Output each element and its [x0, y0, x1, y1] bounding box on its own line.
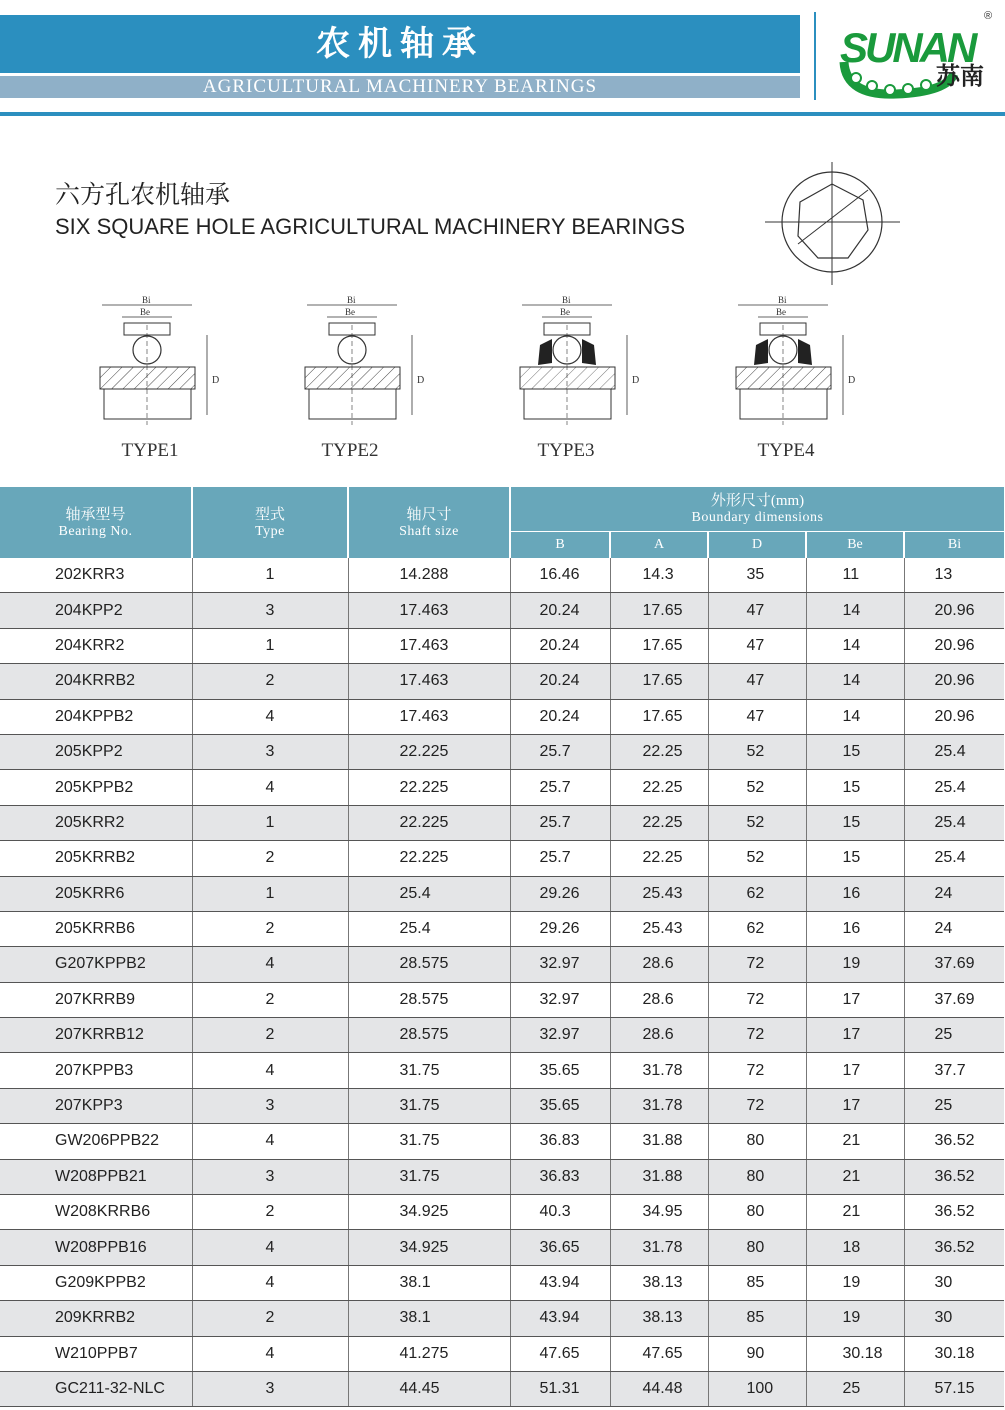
- cell-be: 17: [806, 982, 904, 1017]
- cell-type: 3: [192, 1371, 348, 1406]
- cell-bi: 20.96: [904, 664, 1004, 699]
- cell-bi: 24: [904, 876, 1004, 911]
- cell-be: 21: [806, 1124, 904, 1159]
- cell-d: 47: [708, 593, 806, 628]
- cell-be: 17: [806, 1053, 904, 1088]
- cell-bearing-no: GC211-32-NLC: [0, 1371, 192, 1406]
- cell-a: 31.78: [610, 1230, 708, 1265]
- cell-shaft-size: 25.4: [348, 876, 510, 911]
- cell-d: 47: [708, 664, 806, 699]
- cell-bearing-no: 209KRRB2: [0, 1301, 192, 1336]
- table-row: [0, 1230, 1004, 1265]
- type4-label: TYPE4: [757, 440, 815, 461]
- cell-d: 80: [708, 1159, 806, 1194]
- cell-be: 14: [806, 699, 904, 734]
- cell-shaft-size: 22.225: [348, 734, 510, 769]
- cell-d: 80: [708, 1124, 806, 1159]
- cell-shaft-size: 14.288: [348, 558, 510, 593]
- cell-a: 34.95: [610, 1195, 708, 1230]
- cell-b: 25.7: [510, 841, 610, 876]
- cell-type: 3: [192, 593, 348, 628]
- cell-type: 1: [192, 628, 348, 663]
- cell-shaft-size: 38.1: [348, 1265, 510, 1300]
- header-bi: Bi: [904, 532, 1004, 559]
- cell-be: 30.18: [806, 1336, 904, 1371]
- cell-bi: 25.4: [904, 770, 1004, 805]
- cell-b: 20.24: [510, 664, 610, 699]
- cell-bearing-no: 205KRRB2: [0, 841, 192, 876]
- cell-bi: 24: [904, 911, 1004, 946]
- cell-d: 72: [708, 1018, 806, 1053]
- cell-bearing-no: 205KRR2: [0, 805, 192, 840]
- cell-bearing-no: W208KRRB6: [0, 1195, 192, 1230]
- cell-bearing-no: 205KRR6: [0, 876, 192, 911]
- cell-type: 3: [192, 1088, 348, 1123]
- cell-shaft-size: 28.575: [348, 1018, 510, 1053]
- header-rule: [0, 112, 1005, 116]
- cell-shaft-size: 31.75: [348, 1124, 510, 1159]
- cell-d: 47: [708, 628, 806, 663]
- cell-b: 36.83: [510, 1159, 610, 1194]
- cell-type: 4: [192, 770, 348, 805]
- cell-b: 35.65: [510, 1053, 610, 1088]
- cell-bearing-no: 207KPP3: [0, 1088, 192, 1123]
- cell-be: 11: [806, 558, 904, 593]
- bearing-spec-table: [0, 487, 1004, 1407]
- cell-bi: 30: [904, 1265, 1004, 1300]
- cell-type: 3: [192, 1159, 348, 1194]
- cell-b: 32.97: [510, 947, 610, 982]
- cell-b: 36.65: [510, 1230, 610, 1265]
- cell-be: 25: [806, 1371, 904, 1406]
- cell-type: 4: [192, 1124, 348, 1159]
- cell-type: 2: [192, 841, 348, 876]
- header-divider: [814, 12, 816, 100]
- cell-be: 14: [806, 664, 904, 699]
- cell-b: 43.94: [510, 1301, 610, 1336]
- cell-a: 28.6: [610, 1018, 708, 1053]
- type3-drawing: [512, 295, 672, 435]
- table-row: [0, 664, 1004, 699]
- table-row: [0, 1088, 1004, 1123]
- svg-text:D: D: [417, 375, 425, 386]
- table-row: [0, 734, 1004, 769]
- cell-bi: 36.52: [904, 1195, 1004, 1230]
- table-row: [0, 699, 1004, 734]
- cell-type: 2: [192, 1195, 348, 1230]
- svg-text:Bi: Bi: [142, 295, 151, 305]
- cell-bearing-no: W210PPB7: [0, 1336, 192, 1371]
- table-row: [0, 1053, 1004, 1088]
- cell-be: 15: [806, 770, 904, 805]
- cell-a: 17.65: [610, 664, 708, 699]
- cell-b: 29.26: [510, 876, 610, 911]
- cell-bi: 30: [904, 1301, 1004, 1336]
- cell-shaft-size: 34.925: [348, 1195, 510, 1230]
- cell-b: 20.24: [510, 628, 610, 663]
- cell-bearing-no: W208PPB21: [0, 1159, 192, 1194]
- svg-text:Be: Be: [140, 307, 150, 317]
- table-row: [0, 876, 1004, 911]
- table-row: [0, 1336, 1004, 1371]
- cell-a: 17.65: [610, 628, 708, 663]
- cell-bearing-no: 205KPPB2: [0, 770, 192, 805]
- hex-hole-diagram: [760, 160, 905, 285]
- svg-text:Be: Be: [776, 307, 786, 317]
- header-b: B: [510, 532, 610, 559]
- cell-type: 4: [192, 1265, 348, 1300]
- cell-type: 4: [192, 1053, 348, 1088]
- cell-be: 16: [806, 876, 904, 911]
- type1-drawing: [92, 295, 252, 435]
- cell-type: 4: [192, 1336, 348, 1371]
- cell-b: 32.97: [510, 1018, 610, 1053]
- cell-bi: 20.96: [904, 628, 1004, 663]
- cell-bearing-no: G207KPPB2: [0, 947, 192, 982]
- cell-b: 20.24: [510, 593, 610, 628]
- cell-d: 47: [708, 699, 806, 734]
- cell-d: 80: [708, 1230, 806, 1265]
- cell-shaft-size: 38.1: [348, 1301, 510, 1336]
- page-title: 农机轴承: [316, 24, 484, 64]
- cell-shaft-size: 28.575: [348, 947, 510, 982]
- cell-bi: 25: [904, 1088, 1004, 1123]
- cell-be: 19: [806, 947, 904, 982]
- cell-be: 18: [806, 1230, 904, 1265]
- cell-type: 3: [192, 734, 348, 769]
- cell-a: 28.6: [610, 947, 708, 982]
- page-subtitle: AGRICULTURAL MACHINERY BEARINGS: [0, 76, 800, 98]
- type3-label: TYPE3: [537, 440, 595, 461]
- table-row: [0, 1018, 1004, 1053]
- cell-be: 15: [806, 805, 904, 840]
- table-row: [0, 1124, 1004, 1159]
- cell-be: 17: [806, 1018, 904, 1053]
- cell-b: 25.7: [510, 770, 610, 805]
- cell-shaft-size: 22.225: [348, 841, 510, 876]
- cell-shaft-size: 17.463: [348, 699, 510, 734]
- cell-d: 80: [708, 1195, 806, 1230]
- cell-a: 38.13: [610, 1301, 708, 1336]
- cell-d: 35: [708, 558, 806, 593]
- cell-be: 15: [806, 841, 904, 876]
- brand-name-cn: 苏南: [936, 62, 984, 90]
- cell-a: 28.6: [610, 982, 708, 1017]
- cell-type: 2: [192, 982, 348, 1017]
- cell-type: 1: [192, 876, 348, 911]
- cell-a: 22.25: [610, 805, 708, 840]
- type2-label: TYPE2: [321, 440, 379, 461]
- cell-be: 16: [806, 911, 904, 946]
- cell-a: 22.25: [610, 841, 708, 876]
- cell-bi: 36.52: [904, 1159, 1004, 1194]
- table-row: [0, 593, 1004, 628]
- table-row: [0, 1195, 1004, 1230]
- cell-bearing-no: 205KPP2: [0, 734, 192, 769]
- cell-be: 19: [806, 1265, 904, 1300]
- svg-text:D: D: [212, 375, 220, 386]
- cell-d: 72: [708, 947, 806, 982]
- svg-text:Bi: Bi: [562, 295, 571, 305]
- cell-shaft-size: 44.45: [348, 1371, 510, 1406]
- cell-bi: 57.15: [904, 1371, 1004, 1406]
- cell-shaft-size: 17.463: [348, 628, 510, 663]
- cell-shaft-size: 41.275: [348, 1336, 510, 1371]
- cell-b: 43.94: [510, 1265, 610, 1300]
- cell-bearing-no: GW206PPB22: [0, 1124, 192, 1159]
- cell-a: 31.88: [610, 1159, 708, 1194]
- cell-bi: 37.69: [904, 947, 1004, 982]
- cell-shaft-size: 34.925: [348, 1230, 510, 1265]
- cell-shaft-size: 28.575: [348, 982, 510, 1017]
- cell-type: 2: [192, 1018, 348, 1053]
- svg-text:Bi: Bi: [778, 295, 787, 305]
- table-row: [0, 1301, 1004, 1336]
- cell-d: 72: [708, 982, 806, 1017]
- cell-d: 52: [708, 734, 806, 769]
- cell-type: 4: [192, 1230, 348, 1265]
- cell-a: 44.48: [610, 1371, 708, 1406]
- cell-bearing-no: G209KPPB2: [0, 1265, 192, 1300]
- svg-text:Be: Be: [345, 307, 355, 317]
- cell-bearing-no: 202KRR3: [0, 558, 192, 593]
- cell-bearing-no: 204KRR2: [0, 628, 192, 663]
- header-shaft-size: 轴尺寸 Shaft size: [348, 487, 510, 558]
- cell-a: 25.43: [610, 911, 708, 946]
- brand-name: SUNAN: [840, 24, 975, 71]
- table-row: [0, 947, 1004, 982]
- cell-d: 52: [708, 770, 806, 805]
- svg-text:D: D: [632, 375, 640, 386]
- cell-d: 85: [708, 1265, 806, 1300]
- cell-shaft-size: 22.225: [348, 805, 510, 840]
- cell-bearing-no: 205KRRB6: [0, 911, 192, 946]
- cell-bi: 37.69: [904, 982, 1004, 1017]
- cell-bi: 36.52: [904, 1124, 1004, 1159]
- table-row: [0, 1371, 1004, 1406]
- cell-b: 36.83: [510, 1124, 610, 1159]
- registered-mark: ®: [984, 10, 993, 22]
- cell-type: 2: [192, 911, 348, 946]
- table-row: [0, 982, 1004, 1017]
- cell-a: 22.25: [610, 770, 708, 805]
- cell-shaft-size: 17.463: [348, 593, 510, 628]
- table-row: [0, 1159, 1004, 1194]
- cell-d: 62: [708, 911, 806, 946]
- cell-b: 25.7: [510, 734, 610, 769]
- type4-drawing: [728, 295, 888, 435]
- cell-bi: 20.96: [904, 699, 1004, 734]
- cell-bi: 25.4: [904, 734, 1004, 769]
- cell-be: 14: [806, 593, 904, 628]
- cell-bearing-no: 207KRRB9: [0, 982, 192, 1017]
- cell-a: 17.65: [610, 699, 708, 734]
- cell-b: 51.31: [510, 1371, 610, 1406]
- svg-text:D: D: [848, 375, 856, 386]
- table-row: [0, 1265, 1004, 1300]
- type2-drawing: [297, 295, 457, 435]
- cell-type: 4: [192, 947, 348, 982]
- section-title-cn: 六方孔农机轴承: [55, 180, 231, 209]
- header-bearing-no: 轴承型号 Bearing No.: [0, 487, 192, 558]
- cell-type: 1: [192, 558, 348, 593]
- cell-bi: 25.4: [904, 841, 1004, 876]
- cell-d: 62: [708, 876, 806, 911]
- cell-be: 21: [806, 1159, 904, 1194]
- cell-d: 90: [708, 1336, 806, 1371]
- section-title-en: SIX SQUARE HOLE AGRICULTURAL MACHINERY BEARINGS: [55, 214, 686, 239]
- cell-a: 25.43: [610, 876, 708, 911]
- cell-b: 25.7: [510, 805, 610, 840]
- cell-d: 100: [708, 1371, 806, 1406]
- cell-d: 52: [708, 805, 806, 840]
- cell-be: 19: [806, 1301, 904, 1336]
- cell-b: 47.65: [510, 1336, 610, 1371]
- table-row: [0, 558, 1004, 593]
- cell-b: 16.46: [510, 558, 610, 593]
- header-a: A: [610, 532, 708, 559]
- cell-b: 20.24: [510, 699, 610, 734]
- svg-text:Bi: Bi: [347, 295, 356, 305]
- cell-b: 40.3: [510, 1195, 610, 1230]
- cell-bi: 13: [904, 558, 1004, 593]
- cell-be: 17: [806, 1088, 904, 1123]
- table-row: [0, 805, 1004, 840]
- cell-d: 72: [708, 1053, 806, 1088]
- table-row: [0, 841, 1004, 876]
- svg-text:Be: Be: [560, 307, 570, 317]
- cell-bearing-no: 204KPPB2: [0, 699, 192, 734]
- cell-a: 22.25: [610, 734, 708, 769]
- cell-shaft-size: 17.463: [348, 664, 510, 699]
- cell-d: 85: [708, 1301, 806, 1336]
- cell-shaft-size: 25.4: [348, 911, 510, 946]
- cell-type: 1: [192, 805, 348, 840]
- brand-logo: [836, 4, 1001, 104]
- cell-type: 2: [192, 664, 348, 699]
- cell-bearing-no: W208PPB16: [0, 1230, 192, 1265]
- cell-a: 31.88: [610, 1124, 708, 1159]
- table-row: [0, 628, 1004, 663]
- cell-a: 47.65: [610, 1336, 708, 1371]
- cell-bi: 25: [904, 1018, 1004, 1053]
- cell-bearing-no: 207KPPB3: [0, 1053, 192, 1088]
- cell-b: 35.65: [510, 1088, 610, 1123]
- cell-bi: 37.7: [904, 1053, 1004, 1088]
- cell-a: 31.78: [610, 1053, 708, 1088]
- cell-bearing-no: 207KRRB12: [0, 1018, 192, 1053]
- header-type: 型式 Type: [192, 487, 348, 558]
- cell-a: 38.13: [610, 1265, 708, 1300]
- cell-bearing-no: 204KRRB2: [0, 664, 192, 699]
- cell-bearing-no: 204KPP2: [0, 593, 192, 628]
- table-row: [0, 911, 1004, 946]
- cell-be: 15: [806, 734, 904, 769]
- cell-shaft-size: 31.75: [348, 1159, 510, 1194]
- cell-bi: 20.96: [904, 593, 1004, 628]
- cell-a: 14.3: [610, 558, 708, 593]
- table-row: [0, 770, 1004, 805]
- cell-bi: 30.18: [904, 1336, 1004, 1371]
- cell-d: 52: [708, 841, 806, 876]
- table-body: [0, 558, 1004, 1407]
- cell-d: 72: [708, 1088, 806, 1123]
- header-be: Be: [806, 532, 904, 559]
- header-boundary-dimensions: 外形尺寸(mm) Boundary dimensions: [510, 487, 1004, 532]
- cell-shaft-size: 31.75: [348, 1088, 510, 1123]
- cell-a: 31.78: [610, 1088, 708, 1123]
- cell-be: 14: [806, 628, 904, 663]
- cell-type: 2: [192, 1301, 348, 1336]
- header-d: D: [708, 532, 806, 559]
- cell-b: 32.97: [510, 982, 610, 1017]
- type1-label: TYPE1: [121, 440, 179, 461]
- cell-bi: 25.4: [904, 805, 1004, 840]
- cell-be: 21: [806, 1195, 904, 1230]
- cell-bi: 36.52: [904, 1230, 1004, 1265]
- cell-type: 4: [192, 699, 348, 734]
- cell-b: 29.26: [510, 911, 610, 946]
- cell-shaft-size: 22.225: [348, 770, 510, 805]
- cell-shaft-size: 31.75: [348, 1053, 510, 1088]
- cell-a: 17.65: [610, 593, 708, 628]
